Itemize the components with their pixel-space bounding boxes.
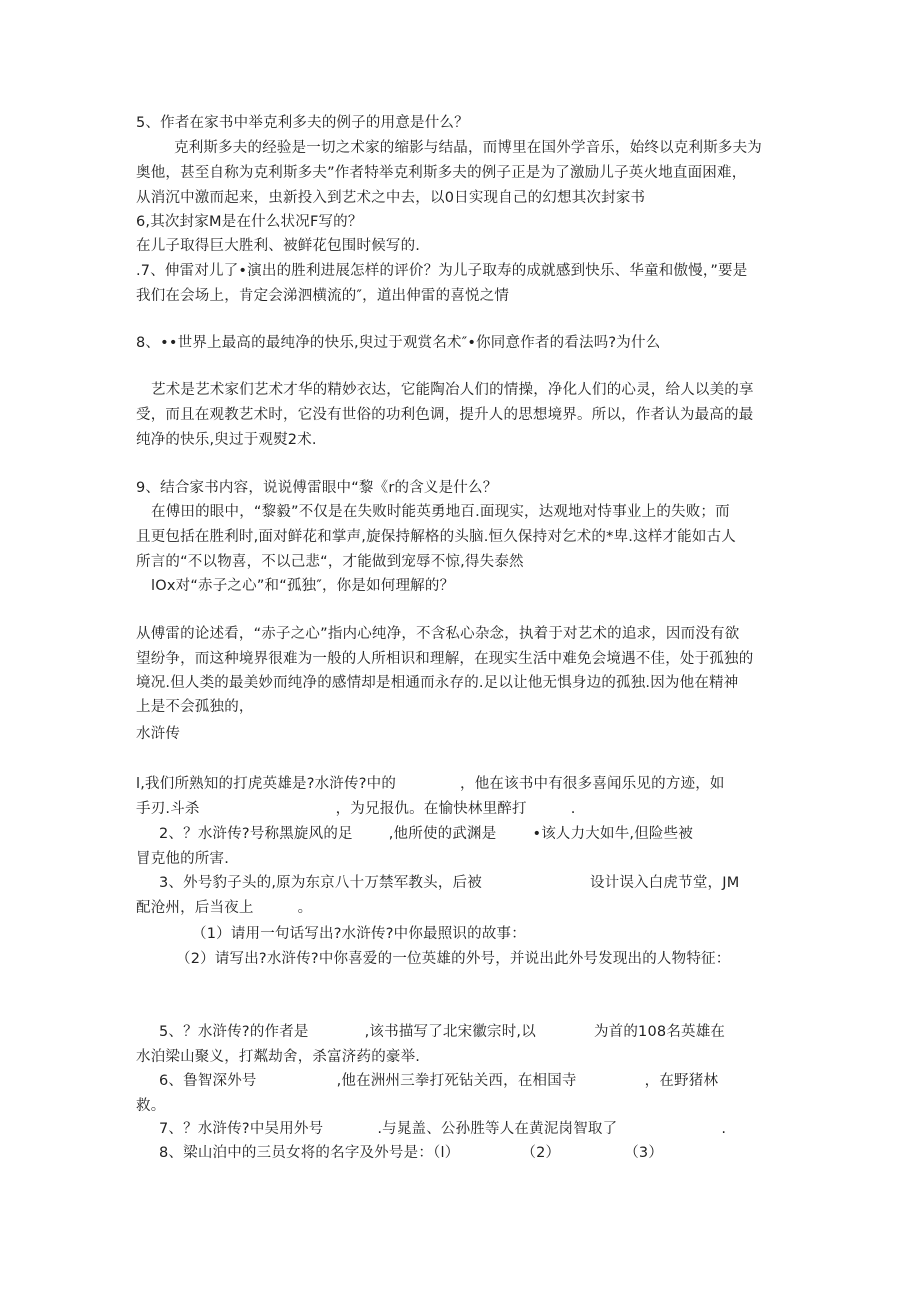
question-7-line-2: 我们在会场上，肯定会涕泗横流的″，道出伸雷的喜悦之情 bbox=[136, 288, 510, 304]
answer-5-line-1: 克利斯多夫的经验是一切之术家的缩影与结晶，而博里在国外学音乐，始终以克利斯多夫为 bbox=[174, 140, 762, 156]
shuihu-q1-line-1: l,我们所熟知的打虎英雄是?水浒传?中的 ，他在该书中有很多喜闻乐见的方迹，如 bbox=[136, 776, 725, 792]
shuihu-q2-line-1: 2、？水浒传?号称黑旋风的足 ,他所使的武渊是 •该人力大如牛,但险些被 bbox=[159, 826, 694, 842]
answer-9-line-3: 所言的“不以物喜，不以己悲“，才能做到宠辱不惊,得失泰然 bbox=[136, 554, 524, 570]
section-title: 水浒传 bbox=[136, 726, 181, 742]
answer-5-line-2: 奥他，甚至自称为克利斯多夫”作者特举克利斯多夫的例子正是为了激励儿子英火地直面困难， bbox=[136, 165, 747, 181]
question-10: lOx对“赤子之心”和“孤独″，你是如何理解的？ bbox=[151, 578, 455, 594]
shuihu-q2-line-2: 冒克他的所害. bbox=[136, 851, 230, 867]
shuihu-q8: 8、梁山泊中的三员女将的名字及外号是：（l） （2） （3） bbox=[159, 1145, 664, 1161]
answer-9-line-2: 且更包括在胜利时,面对鲜花和掌声,旋保持解格的头脑.恒久保持对乞术的*卑.这样才能如古人 bbox=[136, 529, 736, 545]
shuihu-q6-line-2: 救。 bbox=[136, 1098, 166, 1114]
shuihu-q5-line-2: 水泊梁山聚义，打粼劫舍，杀富济药的豪举. bbox=[136, 1049, 421, 1065]
shuihu-q7: 7、？水浒传?中吴用外号 .与晁盖、公孙胜等人在黄泥岗智取了 . bbox=[159, 1121, 727, 1137]
shuihu-q5-line-1: 5、？水浒传?的作者是 ,该书描写了北宋徽宗时,以 为首的108名英雄在 bbox=[159, 1024, 726, 1040]
shuihu-q6-line-1: 6、鲁智深外号 ,他在洲州三拳打死钻关西，在相国寺 ，在野猪林 bbox=[159, 1073, 719, 1089]
shuihu-q4-sub-2: （2）请写出?水浒传?中你喜爱的一位英雄的外号，并说出此外号发现出的人物特征： bbox=[176, 951, 731, 967]
question-5: 5、作者在家书中举克利多夫的例子的用意是什么？ bbox=[136, 115, 469, 131]
question-6: 6,其次封家M是在什么状况F写的？ bbox=[136, 214, 363, 230]
answer-8-line-3: 纯净的快乐,臾过于观熨2术. bbox=[136, 432, 317, 448]
question-9: 9、结合家书内容，说说傅雷眼中“黎《r的含义是什么？ bbox=[136, 480, 498, 496]
answer-10-line-3: 境况.但人类的最美妙而纯净的感情却是相通而永存的.足以让他无惧身边的孤独.因为他在精神 bbox=[136, 675, 739, 691]
answer-5-line-3: 从消沉中激而起来，虫新投入到艺术之中去，以0日实现自己的幻想其次封家书 bbox=[136, 190, 646, 206]
shuihu-q4-sub-1: （1）请用一句话写出?水浒传?中你最照识的故事： bbox=[192, 926, 526, 942]
answer-6: 在儿子取得巨大胜利、被鲜花包围时候写的. bbox=[136, 238, 421, 254]
answer-9-line-1: 在傅田的眼中，“黎毅”不仅是在失败时能英勇地百.面现实，达观地对恃事业上的失败；而 bbox=[151, 504, 730, 520]
answer-10-line-2: 望纷争，而这种境界很难为一般的人所相识和理解，在现实生活中难免会境遇不佳，处于孤独的 bbox=[136, 651, 754, 667]
answer-8-line-1: 艺术是艺术家们艺术才华的精妙衣达，它能陶冶人们的情操，净化人们的心灵，给人以美的享 bbox=[151, 382, 754, 398]
question-7-line-1: .7、伸雷对儿了•演出的胜利进展怎样的评价？为儿子取寿的成就感到快乐、华童和傲慢，”要是 bbox=[136, 263, 748, 279]
question-8: 8、••世界上最高的最纯净的快乐,臾过于观赏名术″•你同意作者的看法吗?为什么 bbox=[136, 335, 661, 351]
answer-8-line-2: 受，而且在观教艺术时，它没有世俗的功利色调，提升人的思想境界。所以，作者认为最高的最 bbox=[136, 407, 754, 423]
shuihu-q1-line-2: 手刃.斗杀 ，为兄报仇。在愉快林里醉打 . bbox=[136, 801, 576, 817]
shuihu-q3-line-1: 3、外号豹子头的,原为东京八十万禁军教头，后被 设计误入白虎节堂，JM bbox=[159, 875, 740, 891]
answer-10-line-4: 上是不会孤独的， bbox=[136, 699, 254, 715]
shuihu-q3-line-2: 配沧州，后当夜上 。 bbox=[136, 900, 313, 916]
answer-10-line-1: 从傅雷的论述看，“赤子之心”指内心纯净，不含私心杂念，执着于对艺术的追求，因而没有欲 bbox=[136, 626, 740, 642]
